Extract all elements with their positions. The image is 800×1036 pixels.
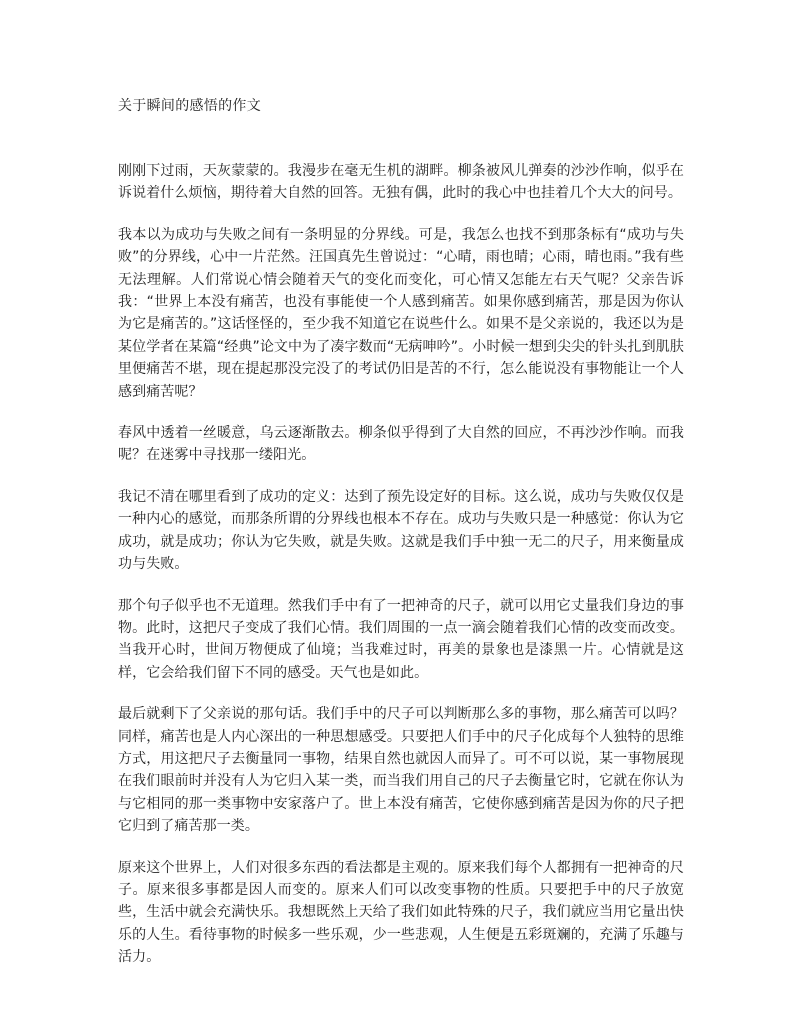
- paragraph-7: 原来这个世界上，人们对很多东西的看法都是主观的。原来我们每个人都拥有一把神奇的尺子。原来很多事都是因人而变的。原来人们可以改变事物的性质。只要把手中的尺子放宽些，生活中就会充满快乐。我想既然上天给了我们如此特殊的尺子，我们就应当用它量出快乐的人生。看待事物的时候多一些乐观，少一些悲观，人生便是五彩斑斓的，充满了乐趣与活力。: [118, 859, 684, 966]
- document-title: 关于瞬间的感悟的作文: [118, 98, 261, 114]
- paragraph-5: 那个句子似乎也不无道理。然我们手中有了一把神奇的尺子，就可以用它丈量我们身边的事物。此时，这把尺子变成了我们心情。我们周围的一点一滴会随着我们心情的改变而改变。当我开心时，世间万物便成了仙境；当我难过时，再美的景象也是漆黑一片。心情就是这样，它会给我们留下不同的感受。天气也是如此。: [118, 597, 684, 681]
- paragraph-2: 我本以为成功与失败之间有一条明显的分界线。可是，我怎么也找不到那条标有“成功与失败”的分界线，心中一片茫然。汪国真先生曾说过：“心晴，雨也晴；心雨，晴也雨。”我有些无法理解。人们常说心情会随着天气的变化而变化，可心情又怎能左右天气呢？父亲告诉我：“世界上本没有痛苦，也没有事能使一个人感到痛苦。如果你感到痛苦，那是因为你认为它是痛苦的。”这话怪怪的，至少我不知道它在说些什么。如果不是父亲说的，我还以为是某位学者在某篇“经典”论文中为了凑字数而“无病呻吟”。小时候一想到尖尖的针头扎到肌肤里便痛苦不堪，现在提起那没完没了的考试仍旧是苦的不行，怎么能说没有事物能让一个人感到痛苦呢？: [118, 226, 684, 400]
- paragraph-6: 最后就剩下了父亲说的那句话。我们手中的尺子可以判断那么多的事物，那么痛苦可以吗？同样，痛苦也是人内心深出的一种思想感受。只要把人们手中的尺子化成每个人独特的思维方式，用这把尺子去衡量同一事物，结果自然也就因人而异了。可不可以说，某一事物展现在我们眼前时并没有人为它归入某一类，而当我们用自己的尺子去衡量它时，它就在你认为与它相同的那一类事物中安家落户了。世上本没有痛苦，它使你感到痛苦是因为你的尺子把它归到了痛苦那一类。: [118, 706, 684, 835]
- paragraph-4: 我记不清在哪里看到了成功的定义：达到了预先设定好的目标。这么说，成功与失败仅仅是一种内心的感觉，而那条所谓的分界线也根本不存在。成功与失败只是一种感觉：你认为它成功，就是成功；你认为它失败，就是失败。这就是我们手中独一无二的尺子，用来衡量成功与失败。: [118, 488, 684, 573]
- paragraph-1: 刚刚下过雨，天灰蒙蒙的。我漫步在毫无生机的湖畔。柳条被风儿弹奏的沙沙作响，似乎在诉说着什么烦恼，期待着大自然的回答。无独有偶，此时的我心中也挂着几个大大的问号。: [118, 163, 684, 202]
- paragraph-3: 春风中透着一丝暖意，乌云逐渐散去。柳条似乎得到了大自然的回应，不再沙沙作响。而我呢？在迷雾中寻找那一缕阳光。: [118, 425, 684, 464]
- document-body: [118, 160, 684, 988]
